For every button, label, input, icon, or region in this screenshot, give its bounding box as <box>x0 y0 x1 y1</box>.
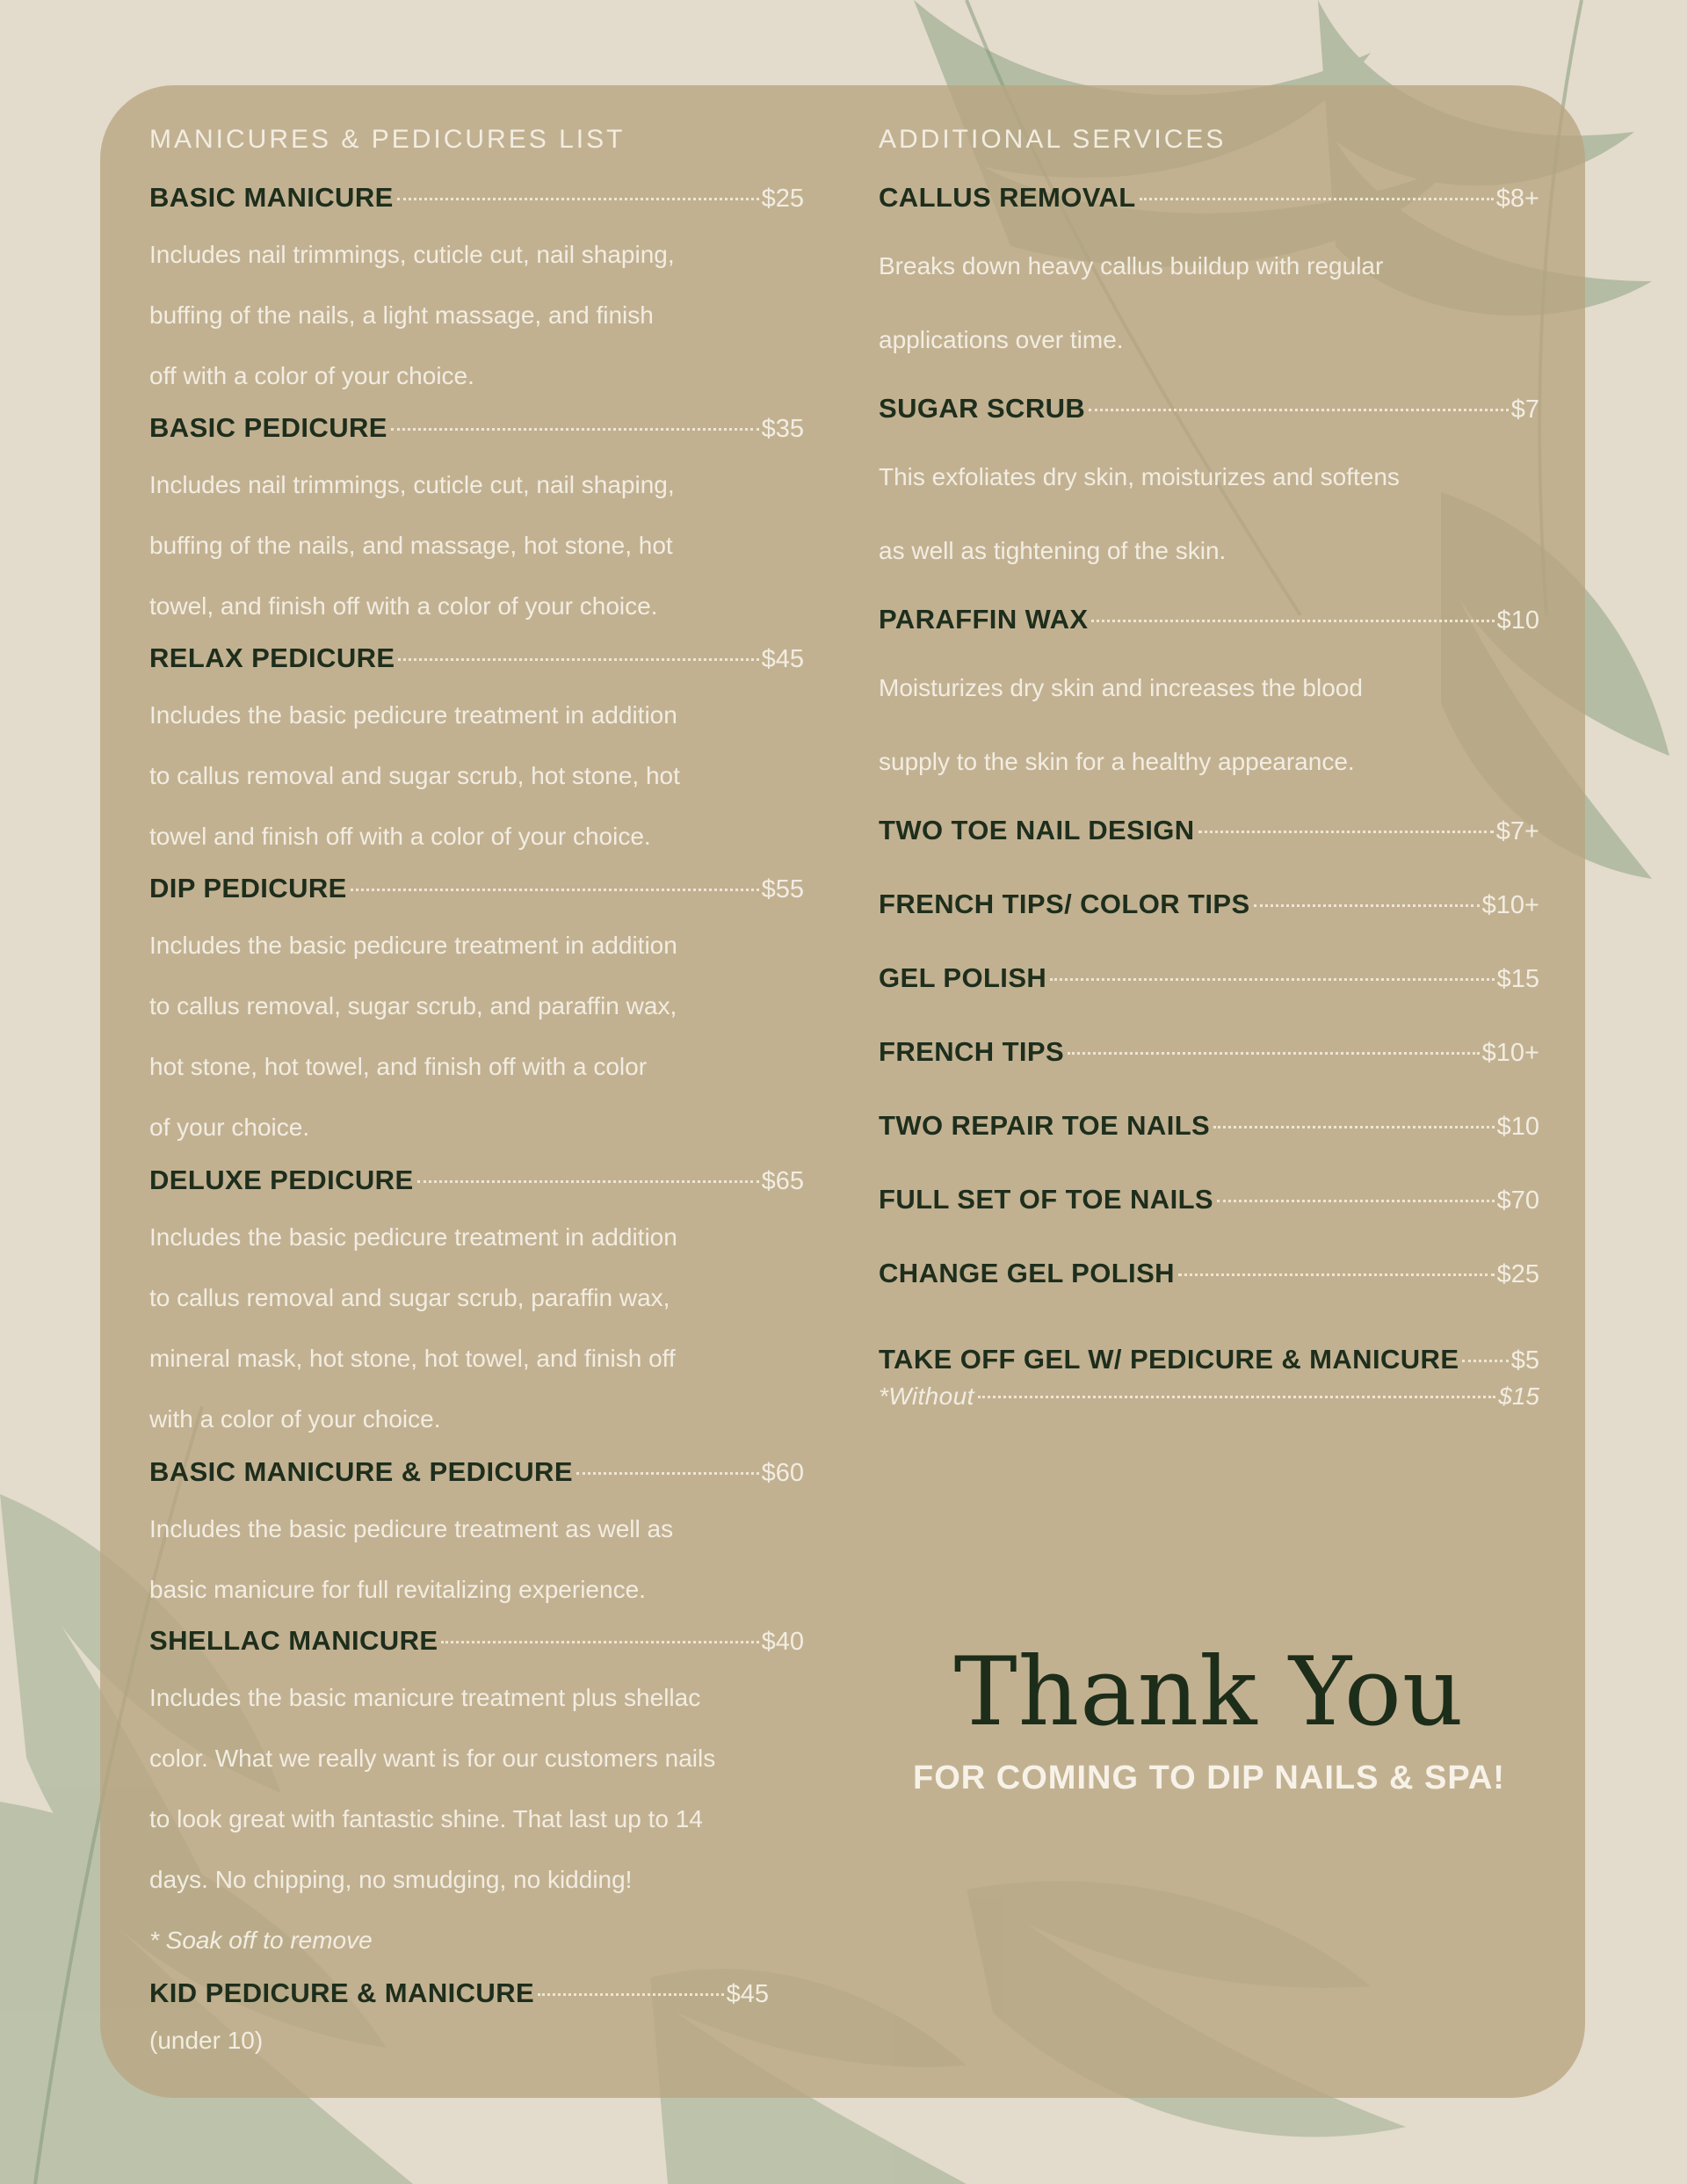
description-line: Includes nail trimmings, cuticle cut, nail shaping, <box>149 471 675 498</box>
description-line: Includes the basic manicure treatment plus shellac <box>149 1684 701 1711</box>
service-description <box>879 651 1539 799</box>
service-name: FRENCH TIPS <box>879 1036 1065 1067</box>
service-take-off-gel <box>879 1344 1539 1414</box>
service-name: FULL SET OF TOE NAILS <box>879 1184 1213 1215</box>
service-name: BASIC MANICURE & PEDICURE <box>149 1456 573 1487</box>
service-description <box>149 1207 804 1449</box>
dot-leader <box>441 1641 758 1643</box>
dot-leader <box>1178 1273 1495 1276</box>
description-line: Includes nail trimmings, cuticle cut, nail shaping, <box>149 241 675 268</box>
service-shellac-manicure <box>149 1625 804 1970</box>
description-line: towel and finish off with a color of your choice. <box>149 823 651 850</box>
dot-leader <box>1213 1126 1494 1128</box>
dot-leader <box>1254 904 1480 907</box>
service-french-tips <box>879 1036 1539 1075</box>
service-subnote: (under 10) <box>149 2027 264 2054</box>
service-name: TWO TOE NAIL DESIGN <box>879 815 1195 845</box>
service-description <box>149 685 804 867</box>
description-line: as well as tightening of the skin. <box>879 537 1227 564</box>
description-line: Includes the basic pedicure treatment in addition <box>149 932 677 959</box>
thank-you-subtitle: FOR COMING TO DIP NAILS & SPA! <box>913 1760 1505 1796</box>
description-line: supply to the skin for a healthy appearance. <box>879 748 1355 775</box>
description-line: buffing of the nails, and massage, hot stone, hot <box>149 532 673 559</box>
service-description <box>149 1498 804 1620</box>
dot-leader <box>391 428 759 431</box>
service-price: $60 <box>761 1459 804 1487</box>
description-line: applications over time. <box>879 326 1124 353</box>
dot-leader <box>1217 1200 1495 1202</box>
description-line: Includes the basic pedicure treatment as well as <box>149 1515 674 1542</box>
service-price: $10 <box>1496 606 1539 635</box>
service-basic-pedicure <box>149 412 804 636</box>
service-name: KID PEDICURE & MANICURE <box>149 1977 535 2008</box>
service-price: $55 <box>761 875 804 903</box>
dot-leader <box>397 198 759 200</box>
service-price: $10+ <box>1481 1039 1539 1067</box>
description-line: with a color of your choice. <box>149 1405 441 1433</box>
service-price: $25 <box>761 185 804 213</box>
service-price: $7+ <box>1495 817 1539 845</box>
service-subprice: $15 <box>1498 1382 1539 1410</box>
dot-leader <box>576 1472 759 1475</box>
service-price: $8+ <box>1495 185 1539 213</box>
service-description <box>149 915 804 1157</box>
service-description <box>149 454 804 636</box>
description-line: days. No chipping, no smudging, no kidding! <box>149 1866 633 1893</box>
right-section-title: ADDITIONAL SERVICES <box>879 125 1227 154</box>
dot-leader <box>1462 1360 1508 1362</box>
service-price: $65 <box>761 1167 804 1195</box>
description-line: color. What we really want is for our customers nails <box>149 1745 716 1772</box>
dot-leader <box>1198 831 1494 833</box>
service-french-color-tips <box>879 889 1539 927</box>
service-name: DIP PEDICURE <box>149 873 347 903</box>
service-price: $35 <box>761 415 804 443</box>
description-line: to callus removal and sugar scrub, paraffin wax, <box>149 1284 670 1311</box>
service-price: $25 <box>1496 1260 1539 1288</box>
service-change-gel-polish <box>879 1258 1539 1296</box>
description-line: mineral mask, hot stone, hot towel, and finish off <box>149 1345 676 1372</box>
description-line: hot stone, hot towel, and finish off with a color <box>149 1053 648 1080</box>
left-section-title: MANICURES & PEDICURES LIST <box>149 125 626 154</box>
description-line: of your choice. <box>149 1114 310 1141</box>
description-line: Includes the basic pedicure treatment in addition <box>149 1223 677 1251</box>
service-price: $70 <box>1496 1186 1539 1215</box>
service-description <box>879 440 1539 588</box>
description-line: off with a color of your choice. <box>149 362 474 389</box>
service-dip-pedicure <box>149 873 804 1157</box>
service-name: GEL POLISH <box>879 962 1047 993</box>
service-paraffin-wax <box>879 604 1539 799</box>
service-price: $45 <box>726 1980 769 2008</box>
service-description <box>149 224 804 406</box>
service-price: $15 <box>1496 965 1539 993</box>
service-price: $45 <box>761 645 804 673</box>
service-deluxe-pedicure <box>149 1165 804 1449</box>
dot-leader <box>978 1396 1496 1398</box>
service-price: $10+ <box>1481 891 1539 919</box>
description-line: basic manicure for full revitalizing experience. <box>149 1576 646 1603</box>
service-name: BASIC PEDICURE <box>149 412 387 443</box>
service-note: * Soak off to remove <box>149 1926 373 1954</box>
service-relax-pedicure <box>149 642 804 867</box>
dot-leader <box>417 1180 759 1183</box>
dot-leader <box>398 658 758 661</box>
service-basic-manicure-pedicure <box>149 1456 804 1620</box>
description-line: This exfoliates dry skin, moisturizes and softens <box>879 463 1400 490</box>
dot-leader <box>1089 409 1509 411</box>
service-name: TAKE OFF GEL W/ PEDICURE & MANICURE <box>879 1344 1459 1375</box>
description-line: towel, and finish off with a color of your choice. <box>149 592 658 620</box>
service-gel-polish <box>879 962 1539 1001</box>
description-line: buffing of the nails, a light massage, and finish <box>149 301 654 329</box>
description-line: to callus removal and sugar scrub, hot stone, hot <box>149 762 680 789</box>
dot-leader <box>1140 198 1494 200</box>
service-name: DELUXE PEDICURE <box>149 1165 414 1195</box>
service-subname: *Without <box>879 1382 974 1410</box>
service-two-repair-toe-nails <box>879 1110 1539 1149</box>
service-name: TWO REPAIR TOE NAILS <box>879 1110 1211 1141</box>
service-name: SUGAR SCRUB <box>879 393 1086 424</box>
service-two-toe-nail-design <box>879 815 1539 853</box>
service-name: RELAX PEDICURE <box>149 642 395 673</box>
service-name: FRENCH TIPS/ COLOR TIPS <box>879 889 1250 919</box>
description-line: Includes the basic pedicure treatment in addition <box>149 701 677 729</box>
service-name: CALLUS REMOVAL <box>879 182 1136 213</box>
service-description <box>879 229 1539 377</box>
service-name: BASIC MANICURE <box>149 182 394 213</box>
description-line: to look great with fantastic shine. That last up to 14 <box>149 1805 703 1832</box>
service-description <box>149 1667 804 1970</box>
dot-leader <box>1091 620 1494 622</box>
service-basic-manicure <box>149 182 804 406</box>
service-kid-pedicure-manicure <box>149 1977 769 2060</box>
service-price: $10 <box>1496 1113 1539 1141</box>
service-price: $7 <box>1510 395 1539 424</box>
dot-leader <box>1068 1052 1480 1055</box>
service-name: PARAFFIN WAX <box>879 604 1089 635</box>
thank-you-title: Thank You <box>953 1637 1465 1747</box>
dot-leader <box>538 1993 724 1996</box>
service-full-set-toe-nails <box>879 1184 1539 1223</box>
service-name: CHANGE GEL POLISH <box>879 1258 1175 1288</box>
service-without-row <box>879 1382 1539 1414</box>
service-name: SHELLAC MANICURE <box>149 1625 438 1656</box>
service-price: $40 <box>761 1628 804 1656</box>
description-line: Breaks down heavy callus buildup with regular <box>879 252 1384 279</box>
dot-leader <box>351 889 759 891</box>
dot-leader <box>1050 978 1494 981</box>
service-sugar-scrub <box>879 393 1539 588</box>
description-line: to callus removal, sugar scrub, and paraffin wax, <box>149 992 677 1019</box>
service-price: $5 <box>1510 1346 1539 1375</box>
description-line: Moisturizes dry skin and increases the blood <box>879 674 1363 701</box>
service-callus-removal <box>879 182 1539 377</box>
